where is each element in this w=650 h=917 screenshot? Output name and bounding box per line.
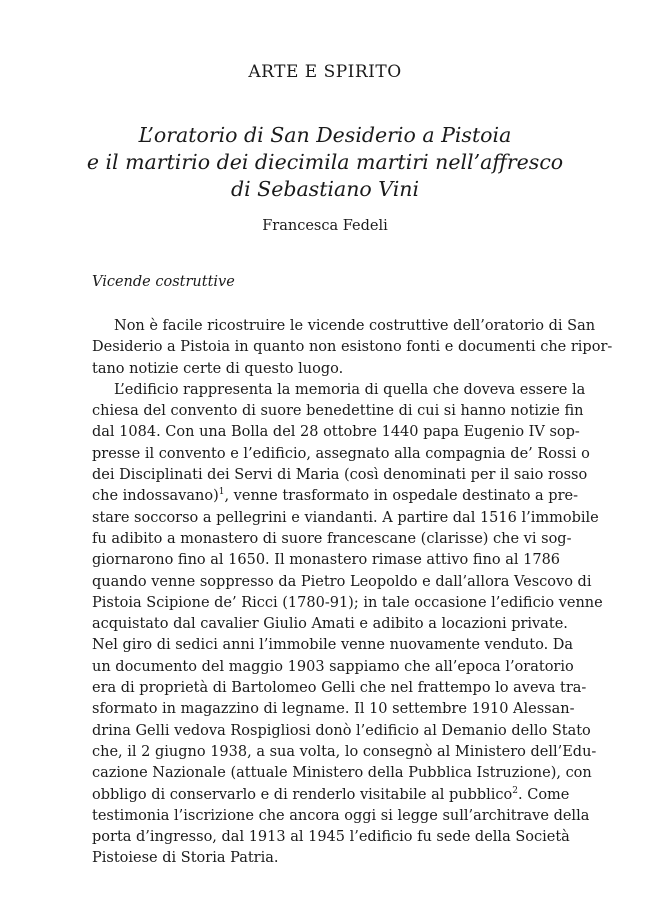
- text-line: quando venne soppresso da Pietro Leopoldo e dall’allora Vescovo di: [92, 573, 592, 590]
- text-line: L’edificio rappresenta la memoria di quella che doveva essere la: [114, 381, 586, 398]
- text-line: che, il 2 giugno 1938, a sua volta, lo consegnò al Ministero dell’Edu-: [92, 743, 597, 760]
- text-line: [92, 785, 570, 806]
- text-fragment: , venne trasformato in ospedale destinato a pre-: [224, 488, 578, 505]
- text-line: chiesa del convento di suore benedettine di cui si hanno notizie fin: [92, 403, 584, 420]
- text-line: sformato in magazzino di legname. Il 10 settembre 1910 Alessan-: [92, 701, 575, 718]
- footnote-marker[interactable]: 1: [218, 487, 225, 498]
- title-line: e il martirio dei diecimila martiri nell’affresco: [86, 150, 564, 174]
- text-line: giornarono fino al 1650. Il monastero rimase attivo fino al 1786: [92, 552, 561, 569]
- text-line: un documento del maggio 1903 sappiamo che all’epoca l’oratorio: [92, 658, 574, 675]
- text-fragment: che indossavano): [92, 488, 219, 505]
- text-line: Pistoia Scipione de’ Ricci (1780-91); in tale occasione l’edificio venne: [92, 594, 603, 611]
- text-line: era di proprietà di Bartolomeo Gelli che nel frattempo lo aveva tra-: [92, 680, 587, 697]
- article-title: [0, 122, 650, 203]
- text-line: dei Disciplinati dei Servi di Maria (così denominati per il saio rosso: [92, 467, 588, 484]
- text-line: stare soccorso a pellegrini e viandanti. A partire dal 1516 l’immobile: [92, 509, 599, 526]
- running-head: ARTE E SPIRITO: [248, 62, 402, 82]
- author-name: Francesca Fedeli: [262, 218, 388, 234]
- text-line: acquistato dal cavalier Giulio Amati e adibito a locazioni private.: [92, 616, 568, 633]
- title-line: di Sebastiano Vini: [230, 177, 420, 201]
- text-fragment: . Come: [518, 786, 570, 803]
- text-line: testimonia l’iscrizione che ancora oggi si legge sull’architrave della: [92, 807, 590, 824]
- text-fragment: obbligo di conservarlo e di renderlo visitabile al pubblico: [92, 786, 513, 803]
- text-line: Desiderio a Pistoia in quanto non esistono fonti e documenti che ripor-: [92, 339, 613, 356]
- section-heading: Vicende costruttive: [92, 274, 235, 290]
- text-line: presse il convento e l’edificio, assegnato alla compagnia de’ Rossi o: [92, 445, 590, 462]
- body-text: [92, 316, 613, 870]
- text-line: dal 1084. Con una Bolla del 28 ottobre 1440 papa Eugenio IV sop-: [92, 424, 580, 441]
- text-line: Non è facile ricostruire le vicende costruttive dell’oratorio di San: [114, 318, 596, 334]
- text-line: Pistoiese di Storia Patria.: [92, 850, 279, 867]
- text-line: fu adibito a monastero di suore francescane (clarisse) che vi sog-: [92, 530, 572, 547]
- text-line: cazione Nazionale (attuale Ministero della Pubblica Istruzione), con: [92, 765, 592, 782]
- text-line: [92, 486, 578, 507]
- title-line: L’oratorio di San Desiderio a Pistoia: [138, 123, 512, 147]
- text-line: porta d’ingresso, dal 1913 al 1945 l’edificio fu sede della Società: [92, 829, 570, 846]
- text-line: tano notizie certe di questo luogo.: [92, 360, 344, 377]
- footnote-marker[interactable]: 2: [512, 785, 519, 796]
- text-line: Nel giro di sedici anni l’immobile venne nuovamente venduto. Da: [92, 637, 574, 654]
- text-line: drina Gelli vedova Rospigliosi donò l’edificio al Demanio dello Stato: [92, 722, 591, 739]
